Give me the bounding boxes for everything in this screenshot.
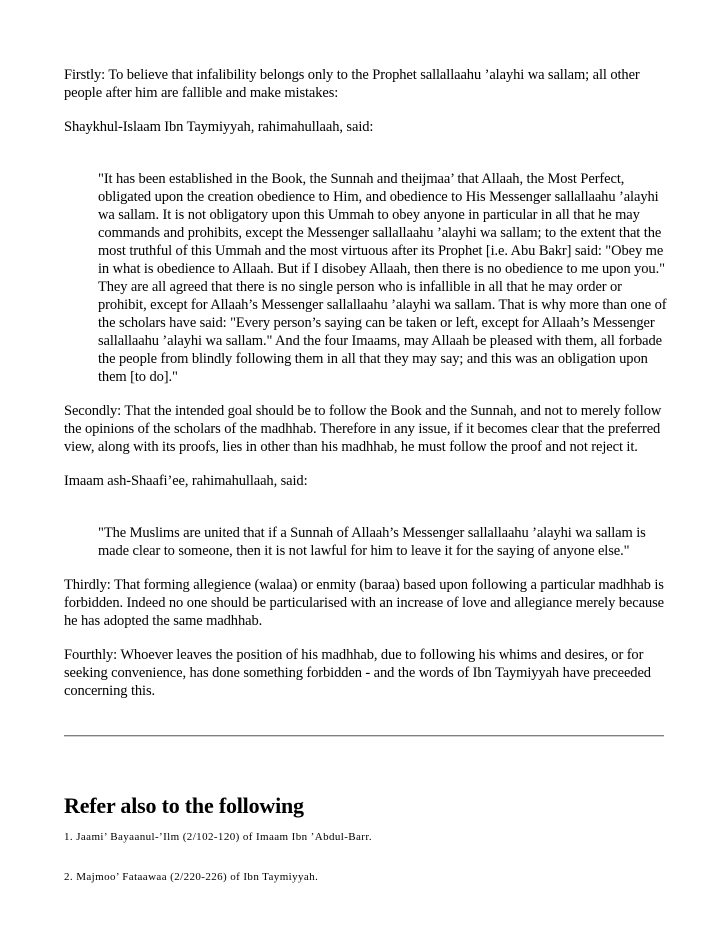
- document-page: [64, 66, 667, 884]
- reference-item: 1. Jaami’ Bayaanul-’Ilm (2/102-120) of Imaam Ibn ’Abdul-Barr.: [64, 831, 372, 843]
- paragraph-secondly: Secondly: That the intended goal should be to follow the Book and the Sunnah, and not to merely follow the opinions of the scholars of the madhhab. Therefore in any issue, if it becomes clear that the preferred view, along with its proofs, lies in other than his madhhab, he must follow the proof and not reject it.: [64, 403, 662, 455]
- paragraph-fourthly: Fourthly: Whoever leaves the position of his madhhab, due to following his whims and desires, or for seeking convenience, has done something forbidden - and the words of Ibn Taymiyyah have preceeded concerning this.: [64, 647, 651, 699]
- paragraph-firstly: Firstly: To believe that infalibility belongs only to the Prophet sallallaahu ’alayhi wa sallam; all other people after him are fallible and make mistakes:: [64, 67, 640, 101]
- paragraph-ibn-taymiyyah-said: Shaykhul-Islaam Ibn Taymiyyah, rahimahullaah, said:: [64, 119, 374, 135]
- blockquote-shaafiee: "The Muslims are united that if a Sunnah of Allaah’s Messenger sallallaahu ’alayhi wa sallam is made clear to someone, then it is not lawful for him to leave it for the saying of anyone else.": [98, 525, 646, 559]
- paragraph-thirdly: Thirdly: That forming allegience (walaa) or enmity (baraa) based upon following a particular madhhab is forbidden. Indeed no one should be particularised with an increase of love and allegiance merely because he has adopted the same madhhab.: [64, 577, 664, 629]
- reference-item: 2. Majmoo’ Fataawaa (2/220-226) of Ibn Taymiyyah.: [64, 871, 319, 883]
- refer-section-heading: Refer also to the following: [64, 793, 304, 818]
- paragraph-shaafiee-said: Imaam ash-Shaafi’ee, rahimahullaah, said:: [64, 473, 308, 489]
- blockquote-ibn-taymiyyah: "It has been established in the Book, the Sunnah and theijmaa’ that Allaah, the Most Perfect, obligated upon the creation obedience to Him, and obedience to His Messenger sallallaahu ’alayhi wa sallam. It is not obligatory upon this Ummah to obey anyone in particular in all that he may commands and prohibits, except the Messenger sallallaahu ’alayhi wa sallam; to the extent that the most truthful of this Ummah and the most virtuous after its Prophet [i.e. Abu Bakr] said: "Obey me in what is obedience to Allaah. But if I disobey Allaah, then there is no obedience to me upon you." They are all agreed that there is no single person who is infallible in all that he may order or prohibit, except for Allaah’s Messenger sallallaahu ’alayhi wa sallam. That is why more than one of the scholars have said: "Every person’s saying can be taken or left, except for Allaah’s Messenger sallallaahu ’alayhi wa sallam." And the four Imaams, may Allaah be pleased with them, all forbade the people from blindly following them in all that they may say; and this was an obligation upon them [to do].": [98, 171, 667, 385]
